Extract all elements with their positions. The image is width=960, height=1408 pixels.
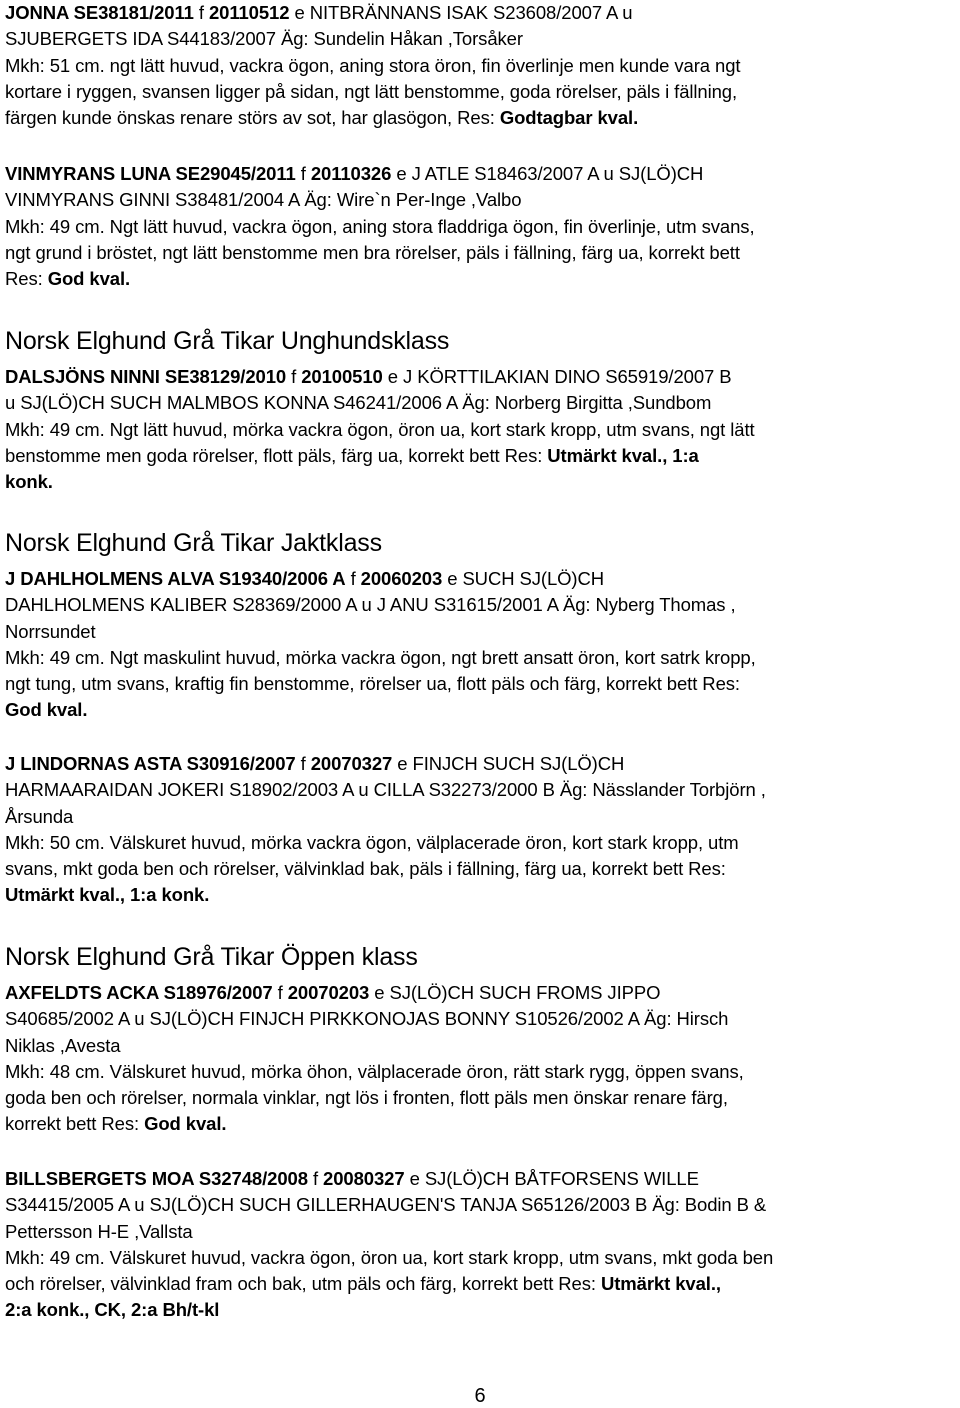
entry-line bbox=[5, 856, 766, 882]
bold-text-run: 20070203 bbox=[287, 982, 370, 1003]
text-run: och rörelser, välvinklad fram och bak, utm päls och färg, korrekt bett Res: bbox=[5, 1273, 601, 1295]
text-run: f bbox=[345, 568, 361, 589]
text-run: svans, mkt goda ben och rörelser, välvinklad bak, päls i fällning, färg ua, korrekt bett Res: bbox=[5, 858, 726, 880]
entry-line bbox=[5, 1033, 744, 1059]
text-run: e SJ(LÖ)CH SUCH FROMS JIPPO bbox=[369, 982, 661, 1003]
dog-entry-billsbergets-moa bbox=[5, 1166, 773, 1324]
entry-line bbox=[5, 364, 755, 390]
bold-text-run: Utmärkt kval., 1:a bbox=[547, 444, 699, 466]
bold-text-run: BILLSBERGETS MOA S32748/2008 bbox=[5, 1168, 308, 1189]
entry-line bbox=[5, 1059, 744, 1085]
bold-text-run: JONNA SE38181/2011 bbox=[5, 2, 194, 23]
entry-line bbox=[5, 443, 755, 469]
bold-text-run: 2:a konk., CK, 2:a Bh/t-kl bbox=[5, 1299, 220, 1321]
text-run: korrekt bett Res: bbox=[5, 1113, 145, 1135]
dog-entry-lindornas-asta bbox=[5, 751, 766, 909]
entry-line bbox=[5, 645, 756, 671]
text-run: e NITBRÄNNANS ISAK S23608/2007 A u bbox=[289, 2, 633, 23]
dog-entry-dahlholmens-alva bbox=[5, 566, 756, 724]
text-run: färgen kunde önskas renare störs av sot, har glasögon, Res: bbox=[5, 107, 500, 129]
text-run: f bbox=[307, 1168, 324, 1189]
text-run: kortare i ryggen, svansen ligger på sidan, ngt lätt benstomme, goda rörelser, päls i fällning, bbox=[5, 80, 738, 102]
bold-text-run: VINMYRANS LUNA SE29045/2011 bbox=[5, 163, 296, 184]
text-run: f bbox=[295, 163, 311, 184]
text-run: Årsunda bbox=[5, 805, 74, 827]
entry-line bbox=[5, 619, 756, 645]
text-run: ngt grund i bröstet, ngt lätt benstomme men bra rörelser, päls i fällning, färg ua, korrekt bett bbox=[5, 241, 740, 263]
bold-text-run: God kval. bbox=[144, 1113, 227, 1135]
text-run: Mkh: 49 cm. Ngt lätt huvud, mörka vackra ögon, öron ua, kort stark kropp, utm svans, ngt lätt bbox=[5, 418, 755, 440]
text-run: Norrsundet bbox=[5, 620, 96, 642]
text-run: f bbox=[295, 753, 311, 774]
bold-text-run: J LINDORNAS ASTA S30916/2007 bbox=[5, 753, 296, 774]
entry-line bbox=[5, 161, 755, 187]
bold-text-run: 20080327 bbox=[323, 1168, 405, 1189]
text-run: e SUCH SJ(LÖ)CH bbox=[442, 568, 605, 589]
text-run: u SJ(LÖ)CH SUCH MALMBOS KONNA S46241/2006 A Äg: Norberg Birgitta ,Sundbom bbox=[5, 392, 712, 414]
entry-line bbox=[5, 777, 766, 803]
text-run: DAHLHOLMENS KALIBER S28369/2000 A u J ANU S31615/2001 A Äg: Nyberg Thomas , bbox=[5, 594, 736, 616]
entry-line bbox=[5, 469, 755, 495]
entry-line bbox=[5, 187, 755, 213]
entry-line bbox=[5, 390, 755, 416]
bold-text-run: God kval. bbox=[5, 699, 88, 721]
bold-text-run: Utmärkt kval., bbox=[600, 1273, 721, 1295]
entry-line bbox=[5, 1006, 744, 1032]
text-run: benstomme men goda rörelser, flott päls, färg ua, korrekt bett Res: bbox=[5, 444, 548, 466]
bold-text-run: 20110512 bbox=[208, 2, 290, 23]
bold-text-run: AXFELDTS ACKA S18976/2007 bbox=[5, 982, 273, 1003]
entry-line bbox=[5, 1085, 744, 1111]
text-run: Pettersson H-E ,Vallsta bbox=[5, 1220, 193, 1242]
entry-line bbox=[5, 1271, 773, 1297]
text-run: e J ATLE S18463/2007 A u SJ(LÖ)CH bbox=[391, 163, 704, 184]
section-heading-jaktklass: Norsk Elghund Grå Tikar Jaktklass bbox=[5, 529, 382, 557]
entry-line bbox=[5, 592, 756, 618]
entry-line bbox=[5, 0, 740, 26]
entry-line bbox=[5, 882, 766, 908]
bold-text-run: 20100510 bbox=[301, 366, 383, 387]
entry-line bbox=[5, 417, 755, 443]
text-run: Mkh: 49 cm. Ngt maskulint huvud, mörka vackra ögon, ngt brett ansatt öron, kort satrk kropp, bbox=[5, 646, 756, 668]
entry-line bbox=[5, 830, 766, 856]
entry-line bbox=[5, 1297, 773, 1323]
entry-line bbox=[5, 980, 744, 1006]
dog-entry-dalsjons-ninni bbox=[5, 364, 755, 495]
bold-text-run: 20110326 bbox=[310, 163, 392, 184]
bold-text-run: Godtagbar kval. bbox=[499, 107, 639, 129]
text-run: Mkh: 49 cm. Ngt lätt huvud, vackra ögon, aning stora fladdriga ögon, fin överlinje, utm svans, bbox=[5, 215, 755, 237]
entry-line bbox=[5, 1111, 744, 1137]
entry-line bbox=[5, 671, 756, 697]
entry-line bbox=[5, 240, 755, 266]
entry-line bbox=[5, 79, 740, 105]
text-run: SJUBERGETS IDA S44183/2007 Äg: Sundelin Håkan ,Torsåker bbox=[5, 28, 523, 50]
entry-line bbox=[5, 1245, 773, 1271]
bold-text-run: DALSJÖNS NINNI SE38129/2010 bbox=[5, 366, 287, 387]
text-run: ngt tung, utm svans, kraftig fin benstomme, rörelser ua, flott päls och färg, korrekt bett Res: bbox=[5, 673, 740, 695]
text-run: Mkh: 50 cm. Välskuret huvud, mörka vackra ögon, välplacerade öron, kort stark kropp, utm bbox=[5, 831, 739, 853]
text-run: f bbox=[286, 366, 302, 387]
bold-text-run: 20060203 bbox=[360, 568, 443, 589]
bold-text-run: konk. bbox=[5, 471, 53, 493]
text-run: Niklas ,Avesta bbox=[5, 1034, 121, 1056]
text-run: f bbox=[193, 2, 209, 23]
bold-text-run: 20070327 bbox=[310, 753, 393, 774]
entry-line bbox=[5, 26, 740, 52]
entry-line bbox=[5, 804, 766, 830]
text-run: HARMAARAIDAN JOKERI S18902/2003 A u CILLA S32273/2000 B Äg: Nässlander Torbjörn , bbox=[5, 779, 766, 801]
text-run: e J KÖRTTILAKIAN DINO S65919/2007 B bbox=[382, 366, 732, 387]
section-heading-unghundsklass: Norsk Elghund Grå Tikar Unghundsklass bbox=[5, 327, 450, 355]
section-heading-oppen-klass: Norsk Elghund Grå Tikar Öppen klass bbox=[5, 943, 418, 971]
text-run: S40685/2002 A u SJ(LÖ)CH FINJCH PIRKKONOJAS BONNY S10526/2002 A Äg: Hirsch bbox=[5, 1008, 729, 1030]
entry-line bbox=[5, 751, 766, 777]
page-number: 6 bbox=[474, 1385, 486, 1407]
text-run: f bbox=[272, 982, 288, 1003]
text-run: goda ben och rörelser, normala vinklar, ngt lös i fronten, flott päls men önskar renare färg, bbox=[5, 1087, 728, 1109]
text-run: e FINJCH SUCH SJ(LÖ)CH bbox=[392, 753, 625, 774]
bold-text-run: J DAHLHOLMENS ALVA S19340/2006 A bbox=[5, 568, 346, 589]
entry-line bbox=[5, 566, 756, 592]
entry-line bbox=[5, 214, 755, 240]
dog-entry-axfeldts-acka bbox=[5, 980, 744, 1138]
entry-line bbox=[5, 105, 740, 131]
dog-entry-jonna bbox=[5, 0, 740, 131]
text-run: Mkh: 51 cm. ngt lätt huvud, vackra ögon, aning stora öron, fin överlinje men kunde vara ngt bbox=[5, 54, 741, 76]
entry-line bbox=[5, 53, 740, 79]
dog-entry-vinmyrans-luna bbox=[5, 161, 755, 292]
entry-line bbox=[5, 266, 755, 292]
entry-line bbox=[5, 697, 756, 723]
entry-line bbox=[5, 1166, 773, 1192]
text-run: Res: bbox=[5, 268, 48, 290]
text-run: Mkh: 48 cm. Välskuret huvud, mörka öhon, välplacerade öron, rätt stark rygg, öppen svans, bbox=[5, 1060, 744, 1082]
entry-line bbox=[5, 1219, 773, 1245]
text-run: Mkh: 49 cm. Välskuret huvud, vackra ögon, öron ua, kort stark kropp, utm svans, mkt goda ben bbox=[5, 1246, 774, 1268]
text-run: e SJ(LÖ)CH BÅTFORSENS WILLE bbox=[404, 1168, 699, 1189]
bold-text-run: Utmärkt kval., 1:a konk. bbox=[5, 884, 210, 906]
text-run: VINMYRANS GINNI S38481/2004 A Äg: Wire`n Per-Inge ,Valbo bbox=[5, 189, 522, 211]
text-run: S34415/2005 A u SJ(LÖ)CH SUCH GILLERHAUGEN'S TANJA S65126/2003 B Äg: Bodin B & bbox=[5, 1194, 767, 1216]
entry-line bbox=[5, 1192, 773, 1218]
bold-text-run: God kval. bbox=[47, 268, 131, 290]
